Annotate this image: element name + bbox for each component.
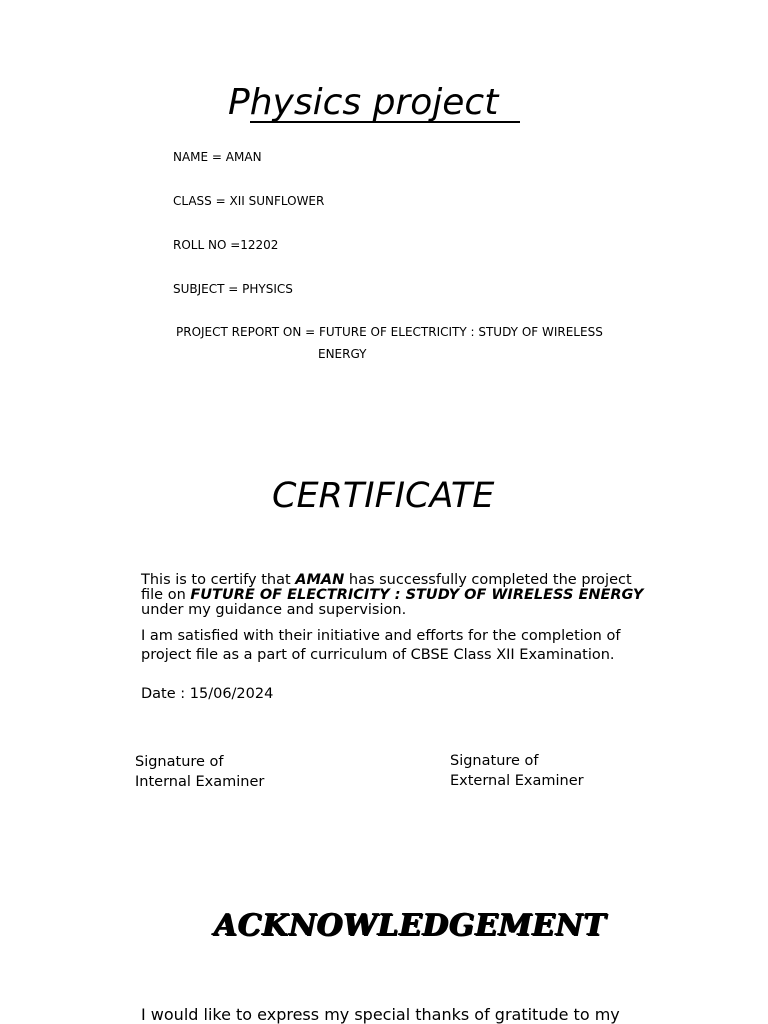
student-subject: SUBJECT = PHYSICS	[173, 282, 293, 296]
certificate-student-name: AMAN	[295, 572, 345, 588]
certificate-line-1-end: has successfully completed the project	[344, 572, 632, 588]
certificate-line-3: under my guidance and supervision.	[141, 602, 407, 618]
external-examiner-label: External Examiner	[450, 773, 584, 789]
project-report-line-1: PROJECT REPORT ON = FUTURE OF ELECTRICITY : STUDY OF WIRELESS	[176, 325, 603, 339]
internal-examiner-label: Internal Examiner	[135, 774, 265, 790]
certificate-heading: CERTIFICATE	[272, 476, 495, 516]
certificate-line-4: I am satisfied with their initiative and efforts for the completion of	[141, 628, 621, 644]
external-examiner-signature	[450, 751, 584, 791]
certificate-line-2-start: file on	[141, 587, 191, 603]
page-title: Physics project	[228, 82, 499, 123]
internal-signature-label: Signature of	[135, 754, 224, 770]
student-name: NAME = AMAN	[173, 150, 262, 164]
student-roll-no: ROLL NO =12202	[173, 238, 279, 252]
certificate-line-1-start: This is to certify that	[141, 572, 296, 588]
certificate-project-topic: FUTURE OF ELECTRICITY : STUDY OF WIRELESS ENERGY	[190, 587, 644, 603]
title-underline	[250, 121, 520, 123]
student-class: CLASS = XII SUNFLOWER	[173, 194, 325, 208]
acknowledgement-text: I would like to express my special thanks of gratitude to my	[141, 1005, 620, 1024]
certificate-line-1	[141, 573, 632, 588]
project-report-line-2: ENERGY	[318, 347, 367, 361]
external-signature-label: Signature of	[450, 753, 539, 769]
certificate-date: Date : 15/06/2024	[141, 686, 274, 702]
certificate-line-2	[141, 588, 643, 603]
internal-examiner-signature	[135, 752, 264, 792]
acknowledgement-heading: ACKNOWLEDGEMENT	[214, 908, 607, 943]
certificate-line-5: project file as a part of curriculum of CBSE Class XII Examination.	[141, 647, 615, 663]
